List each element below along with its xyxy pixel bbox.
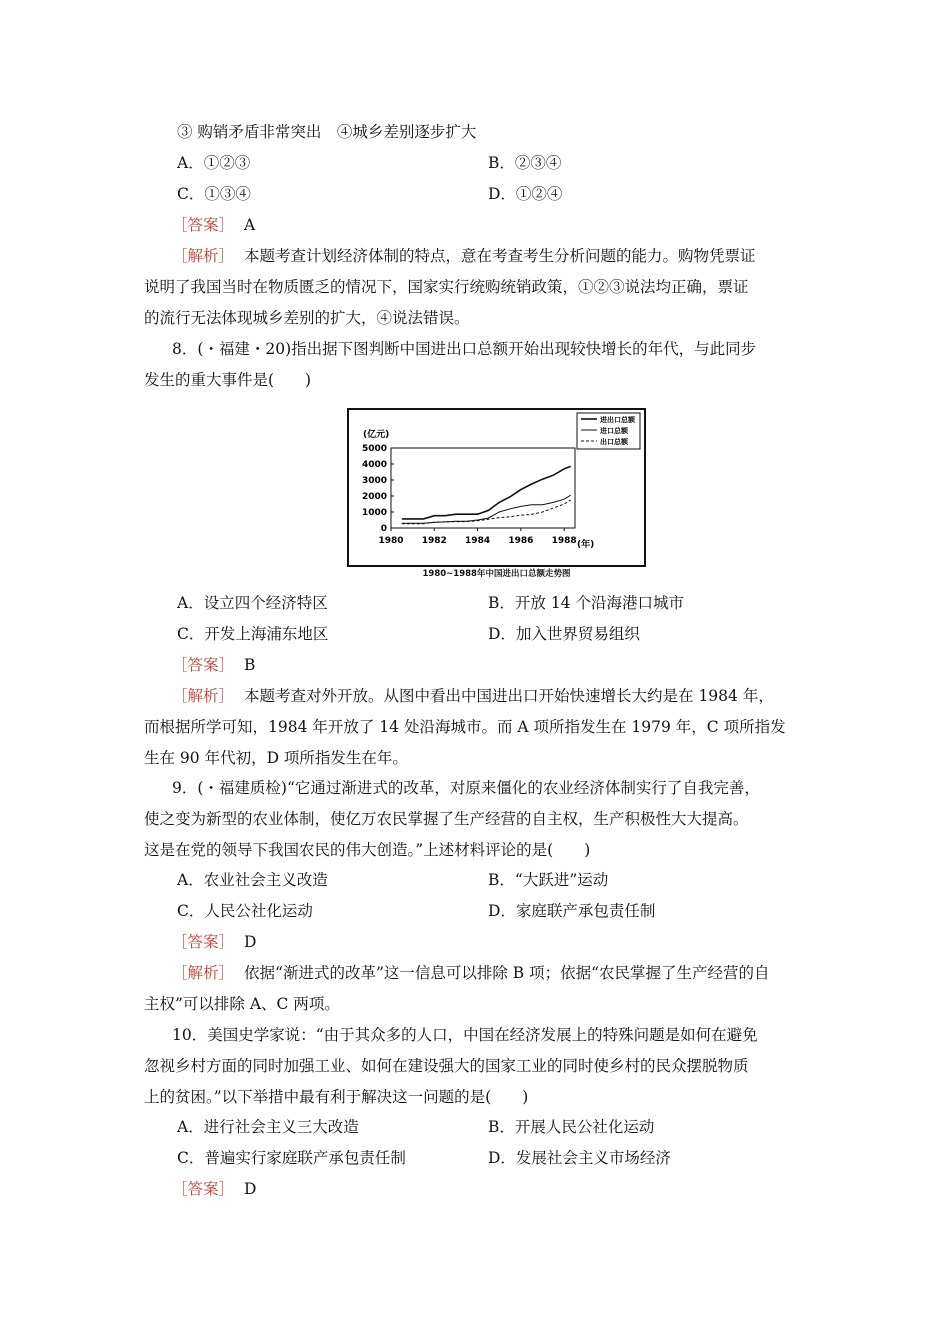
x-tick-label: 1984 (465, 536, 491, 546)
chart-title: 1980~1988年中国进出口总额走势图 (422, 569, 571, 579)
q7-option-c: C．①③④ (177, 185, 251, 203)
q10-option-d: D．发展社会主义市场经济 (488, 1149, 671, 1167)
x-tick-label: 1988 (551, 536, 577, 546)
q9-stem-line-1: 9．(・福建质检)“它通过渐进式的改革，对原来僵化的农业经济体制实行了自我完善， (172, 779, 760, 797)
analysis-text: 本题考查计划经济体制的特点，意在考查考生分析问题的能力。购物凭票证 (244, 247, 756, 265)
q7-analysis-line-1 (172, 245, 756, 267)
trade-chart-svg (349, 410, 644, 565)
q7-option-a: A．①②③ (177, 154, 251, 172)
q8-analysis-line-3: 生在 90 年代初，D 项所指发生在年。 (144, 749, 408, 767)
analysis-text: 依据“渐进式的改革”这一信息可以排除 B 项；依据“农民掌握了生产经营的自 (244, 964, 770, 982)
q9-option-a: A．农业社会主义改造 (177, 871, 328, 889)
y-tick-label: 1000 (361, 508, 387, 518)
chart-y-label: (亿元) (363, 430, 390, 440)
analysis-text: 本题考查对外开放。从图中看出中国进出口开始快速增长大约是在 1984 年， (244, 687, 774, 705)
q8-option-a: A．设立四个经济特区 (177, 594, 328, 612)
answer-label: ［答案］ (172, 933, 235, 951)
q10-stem-line-1: 10．美国史学家说：“由于其众多的人口，中国在经济发展上的特殊问题是如何在避免 (172, 1026, 758, 1044)
q9-answer (172, 931, 256, 953)
x-tick-label: 1980 (378, 536, 404, 546)
q8-analysis-line-1 (172, 685, 774, 707)
q10-stem-line-2: 忽视乡村方面的同时加强工业、如何在建设强大的国家工业的同时使乡村的民众摆脱物质 (144, 1057, 749, 1075)
q8-stem-line-1: 8．(・福建・20)指出据下图判断中国进出口总额开始出现较快增长的年代，与此同步 (172, 340, 757, 358)
chart-legend (577, 413, 640, 449)
y-tick-label: 3000 (361, 476, 387, 486)
trade-chart (347, 408, 646, 567)
q10-option-a: A．进行社会主义三大改造 (177, 1118, 359, 1136)
q7-option-b: B．②③④ (488, 154, 562, 172)
q7-answer (172, 214, 255, 236)
q9-option-d: D．家庭联产承包责任制 (488, 902, 656, 920)
plot-frame (391, 448, 575, 528)
q9-analysis-line-1 (172, 962, 770, 984)
y-tick-label: 4000 (361, 460, 387, 470)
q9-stem-line-3: 这是在党的领导下我国农民的伟大创造。”上述材料评论的是( ) (144, 841, 591, 859)
q7-analysis-line-3: 的流行无法体现城乡差别的扩大，④说法错误。 (144, 309, 470, 327)
legend-label: 出口总额 (600, 438, 628, 446)
x-tick-label: 1986 (508, 536, 534, 546)
y-tick-label: 0 (380, 524, 387, 534)
y-tick-label: 5000 (361, 444, 387, 454)
analysis-label: ［解析］ (172, 687, 235, 705)
answer-label: ［答案］ (172, 1180, 235, 1198)
q10-stem-line-3: 上的贫困。”以下举措中最有利于解决这一问题的是( ) (144, 1088, 529, 1106)
q8-answer (172, 654, 255, 676)
q9-option-c: C．人民公社化运动 (177, 902, 313, 920)
q10-option-c: C．普遍实行家庭联产承包责任制 (177, 1149, 406, 1167)
chart-x-label: (年) (577, 540, 595, 550)
answer-label: ［答案］ (172, 656, 235, 674)
q9-analysis-line-2: 主权”可以排除 A、C 两项。 (144, 995, 340, 1013)
q7-option-d: D．①②④ (488, 185, 563, 203)
y-tick-label: 2000 (361, 492, 387, 502)
answer-value: B (244, 656, 256, 674)
series-line-2 (402, 495, 571, 523)
answer-value: D (244, 1180, 257, 1198)
legend-label: 进口总额 (600, 427, 628, 435)
q9-option-b: B．“大跃进”运动 (488, 871, 609, 889)
answer-value: A (244, 216, 256, 234)
series-line-1 (402, 466, 571, 519)
q8-analysis-line-2: 而根据所学可知，1984 年开放了 14 处沿海城市。而 A 项所指发生在 1979 年，C 项所指发 (144, 718, 786, 736)
q10-answer (172, 1178, 256, 1200)
q10-option-b: B．开展人民公社化运动 (488, 1118, 655, 1136)
answer-label: ［答案］ (172, 216, 235, 234)
legend-label: 进出口总额 (600, 416, 635, 424)
q8-option-d: D．加入世界贸易组织 (488, 625, 640, 643)
q8-option-b: B．开放 14 个沿海港口城市 (488, 594, 684, 612)
x-tick-label: 1982 (421, 536, 447, 546)
answer-value: D (244, 933, 257, 951)
q7-analysis-line-2: 说明了我国当时在物质匮乏的情况下，国家实行统购统销政策，①②③说法均正确，票证 (144, 278, 749, 296)
q8-option-c: C．开发上海浦东地区 (177, 625, 329, 643)
analysis-label: ［解析］ (172, 964, 235, 982)
q8-stem-line-2: 发生的重大事件是( ) (144, 371, 312, 389)
analysis-label: ［解析］ (172, 247, 235, 265)
q7-items-3-4: ③ 购销矛盾非常突出 ④城乡差别逐步扩大 (177, 123, 477, 141)
q9-stem-line-2: 使之变为新型的农业体制，使亿万农民掌握了生产经营的自主权，生产积极性大大提高。 (144, 810, 749, 828)
